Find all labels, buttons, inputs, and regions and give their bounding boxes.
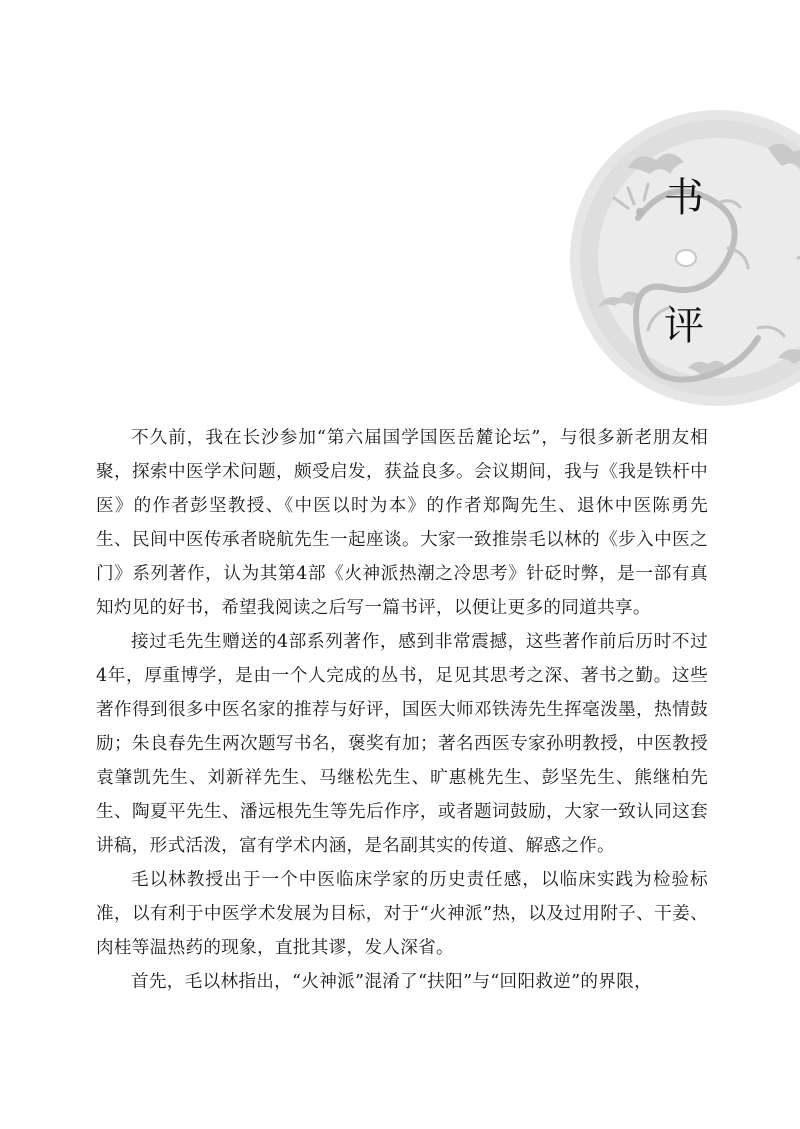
dragon-roundel-icon bbox=[568, 108, 800, 408]
article-body bbox=[96, 421, 708, 999]
paragraph-2: 接过毛先生赠送的4部系列著作，感到非常震撼，这些著作前后历时不过4年，厚重博学，是由一个人完成的丛书，足见其思考之深、著书之勤。这些著作得到很多中医名家的推荐与好评，国医大师邓铁涛先生挥毫泼墨，热情鼓励；朱良春先生两次题写书名，褒奖有加；著名西医专家孙明教授，中医教授袁肇凯先生、刘新祥先生、马继松先生、旷惠桃先生、彭坚先生、熊继柏先生、陶夏平先生、潘远根先生等先后作序，或者题词鼓励，大家一致认同这套讲稿，形式活泼，富有学术内涵，是名副其实的传道、解惑之作。 bbox=[96, 632, 708, 856]
paragraph-1: 不久前，我在长沙参加“第六届国学国医岳麓论坛”，与很多新老朋友相聚，探索中医学术问题，颇受启发，获益良多。会议期间，我与《我是铁杆中医》的作者彭坚教授、《中医以时为本》的作者郑陶先生、退休中医陈勇先生、民间中医传承者晓航先生一起座谈。大家一致推崇毛以林的《步入中医之门》系列著作，认为其第4部《火神派热潮之冷思考》针砭时弊，是一部有真知灼见的好书，希望我阅读之后写一篇书评，以便让更多的同道共享。 bbox=[96, 428, 708, 618]
paragraph-3: 毛以林教授出于一个中医临床学家的历史责任感，以临床实践为检验标准，以有利于中医学术发展为目标，对于“火神派”热，以及过用附子、干姜、肉桂等温热药的现象，直批其谬，发人深省。 bbox=[96, 870, 708, 958]
paragraph-4: 首先，毛以林指出，“火神派”混淆了“扶阳”与“回阳救逆”的界限， bbox=[131, 972, 653, 992]
heading-char-shu: 书 bbox=[664, 175, 704, 221]
heading-char-ping: 评 bbox=[664, 303, 704, 349]
